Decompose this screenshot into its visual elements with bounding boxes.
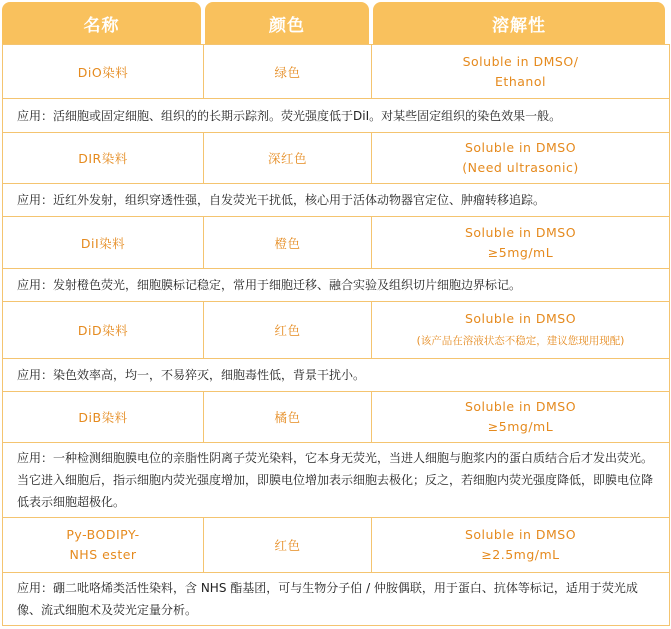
solubility-note: (该产品在溶液状态不稳定，建议您现用现配) (416, 335, 625, 347)
dye-description: 应用：发射橙色荧光，细胞膜标记稳定，常用于细胞迁移、融合实验及组织切片细胞边界标记。 (3, 269, 670, 302)
table-row-description (3, 184, 670, 217)
dye-solubility: Soluble in DMSO (Need ultrasonic) (372, 133, 670, 184)
table-row-description (3, 443, 670, 518)
table-row (3, 217, 670, 269)
dye-table-body (2, 44, 670, 626)
table-row (3, 392, 670, 443)
table-row-description (3, 269, 670, 302)
dye-color: 红色 (204, 518, 372, 573)
dye-description: 应用：硼二吡咯烯类活性染料，含 NHS 酯基团，可与生物分子伯 / 仲胺偶联，用于蛋白、抗体等标记，适用于荧光成像、流式细胞术及荧光定量分析。 (3, 573, 670, 626)
dye-solubility: Soluble in DMSO ≥5mg/mL (372, 217, 670, 269)
table-row (3, 302, 670, 359)
dye-name: DiB染料 (3, 392, 204, 443)
dye-name: DiD染料 (3, 302, 204, 359)
dye-name: DiO染料 (3, 45, 204, 99)
dye-solubility: Soluble in DMSO ≥5mg/mL (372, 392, 670, 443)
dye-color: 橘色 (204, 392, 372, 443)
dye-solubility: Soluble in DMSO/ Ethanol (372, 45, 670, 99)
table-row (3, 133, 670, 184)
header-solubility: 溶解性 (373, 2, 665, 44)
header-color: 颜色 (205, 2, 369, 44)
table-row (3, 518, 670, 573)
dye-name: Py-BODIPY- NHS ester (3, 518, 204, 573)
dye-description: 应用：近红外发射，组织穿透性强，自发荧光干扰低，核心用于活体动物器官定位、肿瘤转移追踪。 (3, 184, 670, 217)
table-row (3, 45, 670, 99)
dye-color: 红色 (204, 302, 372, 359)
dye-description: 应用：一种检测细胞膜电位的亲脂性阴离子荧光染料，它本身无荧光，当进人细胞与胞浆内的蛋白质结合后才发出荧光。当它进入细胞后，指示细胞内荧光强度增加，即膜电位增加表示细胞去极化；反之，若细胞内荧光强度降低，即膜电位降低表示细胞超极化。 (3, 443, 670, 518)
dye-solubility: Soluble in DMSO ≥2.5mg/mL (372, 518, 670, 573)
dye-name: DIR染料 (3, 133, 204, 184)
dye-table (2, 2, 669, 626)
table-row-description (3, 573, 670, 626)
dye-description: 应用：活细胞或固定细胞、组织的的长期示踪剂。荧光强度低于DiI。对某些固定组织的染色效果一般。 (3, 99, 670, 133)
table-row-description (3, 359, 670, 392)
header-name: 名称 (2, 2, 201, 44)
table-header (2, 2, 669, 44)
dye-solubility: Soluble in DMSO (该产品在溶液状态不稳定，建议您现用现配) (372, 302, 670, 359)
dye-color: 深红色 (204, 133, 372, 184)
table-row-description (3, 99, 670, 133)
dye-name: DiI染料 (3, 217, 204, 269)
dye-color: 橙色 (204, 217, 372, 269)
dye-description: 应用：染色效率高，均一，不易猝灭，细胞毒性低，背景干扰小。 (3, 359, 670, 392)
dye-color: 绿色 (204, 45, 372, 99)
